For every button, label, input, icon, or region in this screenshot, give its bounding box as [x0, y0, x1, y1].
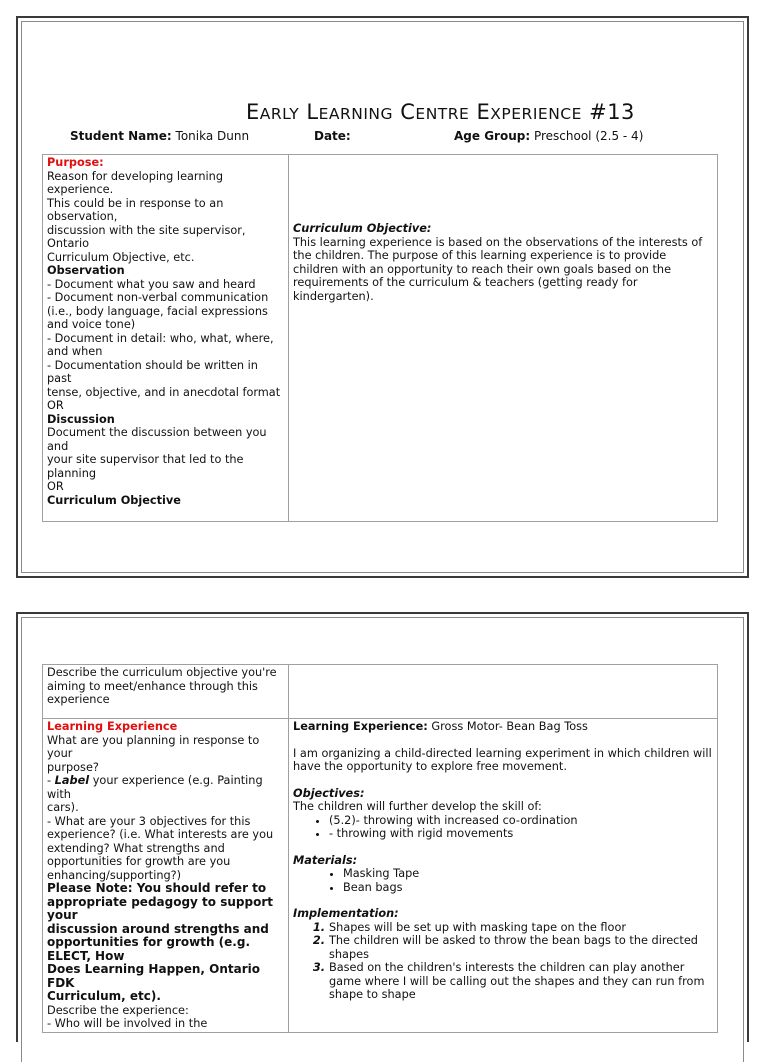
student-name-field: Student Name: Tonika Dunn [70, 129, 250, 143]
list-item: • Masking Tape [343, 867, 713, 881]
instructions-cell: Purpose: Reason for developing learning experience. This could be in response to an observation, discussion with the site supervisor, Ontario Curriculum Objective, etc. Observation - Document what you saw and heard - Document non-verbal communication (i.e., body language, facial expressions and voice tone) - Document in detail: who, what, where, and when - Documentation should be written in past tense, objective, and in anecdotal format OR Discussion Document the discussion between you and your site supervisor that led to the planning OR Curriculum Objective [43, 155, 289, 522]
document-page-2 [16, 612, 749, 1042]
date-field: Date: [314, 129, 351, 143]
curriculum-objective-text: This learning experience is based on the observations of the interests of the children. The purpose of this learning experience is to provide children with an opportunity to reach their own goals based on the requirements of the curriculum & teachers (getting ready for kindergarten). [293, 235, 703, 303]
page-title: EARLY LEARNING CENTRE EXPERIENCE #13 [246, 100, 635, 124]
document-page-1 [16, 16, 749, 578]
intro-text: I am organizing a child-directed learning experiment in which children will have the opportunity to explore free movement. [293, 746, 712, 773]
materials-list [293, 867, 713, 894]
observation-heading: Observation [47, 264, 125, 277]
learning-experience-instructions-cell: Learning Experience What are you planning in response to your purpose? - Label your experience (e.g. Painting with cars). - What are your 3 objectives for this experience? (i.e. What interests are you extending? What strengths and opportunities for growth are you enhancing/supporting?) Please Note: You should refer to appropriate pedagogy to support your discussion around strengths and opportunities for growth (e.g. ELECT, How Does Learning Happen, Ontario FDK Curriculum, etc). Describe the experience: - Who will be involved in the [43, 719, 289, 1033]
list-item: 3. Based on the children's interests the children can play another game where I will be calling out the shapes and they can run from shape to shape [329, 961, 713, 1002]
learning-experience-heading: Learning Experience [47, 720, 178, 733]
list-item: • (5.2)- throwing with increased co-ordination [329, 814, 713, 828]
age-group-value: Preschool (2.5 - 4) [533, 129, 644, 143]
curriculum-response-cell [289, 665, 718, 719]
list-item: • Bean bags [343, 881, 713, 895]
list-item: 1. Shapes will be set up with masking tape on the floor [329, 921, 713, 935]
planning-table-2 [42, 664, 718, 1033]
implementation-heading: Implementation: [293, 907, 399, 920]
list-item: • - throwing with rigid movements [329, 827, 713, 841]
learning-experience-response-cell: Learning Experience: Gross Motor- Bean Bag Toss I am organizing a child-directed learning experiment in which children will have the opportunity to explore free movement. Objectives: The children will further develop the skill of: • (5.2)- throwing with increased co-ordination • - throwing with rigid movements Materials: • Masking Tape • Bean bags Implementation: 1. Shapes will be set up with masking tape on the floor 2. The children will be asked to throw the bean bags to the directed shapes 3. Based on the children's interests the children can play another game where I will be calling out the shapes and they can run from shape to shape [289, 719, 718, 1033]
discussion-heading: Discussion [47, 412, 115, 426]
curriculum-describe-cell: Describe the curriculum objective you're aiming to meet/enhance through this experience [43, 665, 289, 719]
list-item: 2. The children will be asked to throw the bean bags to the directed shapes [329, 934, 713, 961]
materials-heading: Materials: [293, 853, 358, 867]
objectives-heading: Objectives: [293, 786, 365, 800]
response-cell [289, 155, 718, 522]
implementation-list [293, 921, 713, 1002]
curriculum-objective-heading: Curriculum Objective [47, 493, 181, 507]
student-name-value: Tonika Dunn [175, 129, 250, 143]
purpose-heading: Purpose: [47, 156, 104, 169]
age-group-field: Age Group: Preschool (2.5 - 4) [454, 129, 644, 143]
learning-experience-value: Gross Motor- Bean Bag Toss [431, 720, 588, 733]
objectives-list [293, 814, 713, 841]
learning-experience-label: Learning Experience: [293, 720, 428, 733]
curriculum-objective-label: Curriculum Objective: [293, 222, 432, 235]
planning-table-1 [42, 154, 718, 522]
